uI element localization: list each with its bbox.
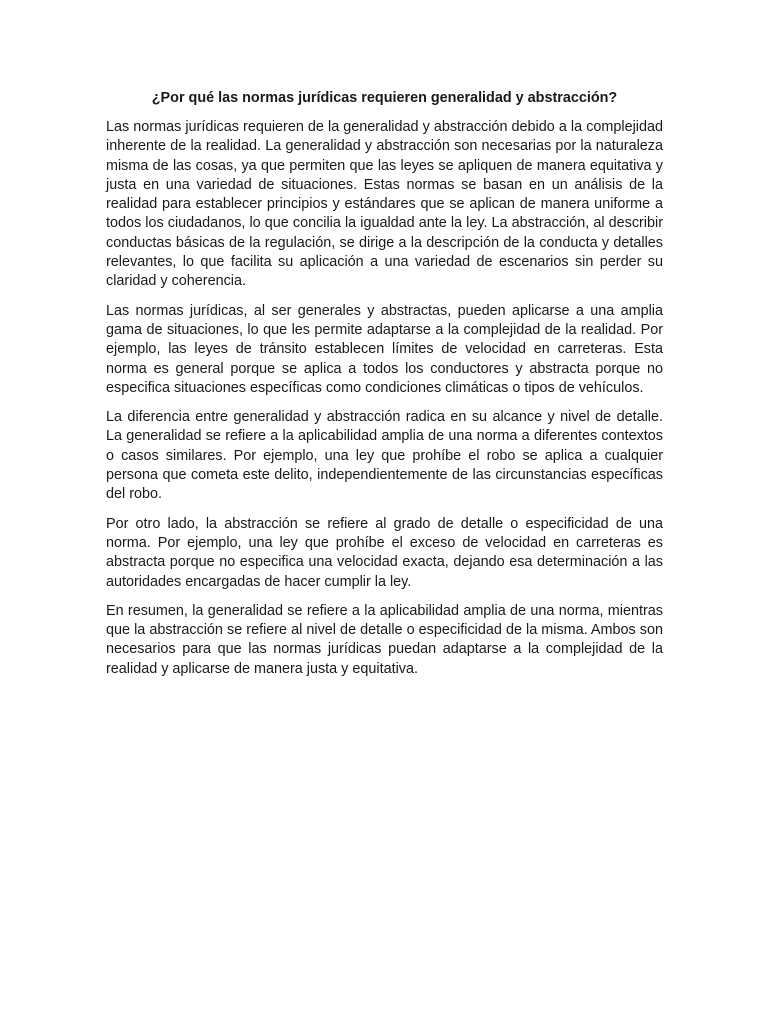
paragraph-3: La diferencia entre generalidad y abstracción radica en su alcance y nivel de detalle. La generalidad se refiere a la aplicabilidad amplia de una norma a diferentes contextos o casos similares. Por ejemplo, una ley que prohíbe el robo se aplica a cualquier persona que cometa este delito, independientemente de las circunstancias específicas del robo. [106, 409, 663, 503]
paragraph-4: Por otro lado, la abstracción se refiere al grado de detalle o especificidad de una norma. Por ejemplo, una ley que prohíbe el exceso de velocidad en carreteras es abstracta porque no especifica una velocidad exacta, dejando esa determinación a las autoridades encargadas de hacer cumplir la ley. [106, 515, 663, 590]
paragraph-5: En resumen, la generalidad se refiere a la aplicabilidad amplia de una norma, mientras que la abstracción se refiere al nivel de detalle o especificidad de la misma. Ambos son necesarios para que las normas jurídicas puedan adaptarse a la complejidad de la realidad y aplicarse de manera justa y equitativa. [106, 602, 663, 677]
paragraph-1: Las normas jurídicas requieren de la generalidad y abstracción debido a la complejidad inherente de la realidad. La generalidad y abstracción son necesarias por la naturaleza misma de las cosas, ya que permiten que las leyes se apliquen de manera equitativa y justa en una variedad de situaciones. Estas normas se basan en un análisis de la realidad para establecer principios y estándares que se aplican de manera uniforme a todos los ciudadanos, lo que concilia la igualdad ante la ley. La abstracción, al describir conductas básicas de la regulación, se dirige a la descripción de la conducta y detalles relevantes, lo que facilita su aplicación a una variedad de escenarios sin perder su claridad y coherencia. [106, 119, 663, 290]
paragraph-2: Las normas jurídicas, al ser generales y abstractas, pueden aplicarse a una amplia gama de situaciones, lo que les permite adaptarse a la complejidad de la realidad. Por ejemplo, las leyes de tránsito establecen límites de velocidad en carreteras. Esta norma es general porque se aplica a todos los conductores y abstracta porque no especifica situaciones específicas como condiciones climáticas o tipos de vehículos. [106, 302, 663, 396]
document-title: ¿Por qué las normas jurídicas requieren generalidad y abstracción? [151, 90, 618, 106]
